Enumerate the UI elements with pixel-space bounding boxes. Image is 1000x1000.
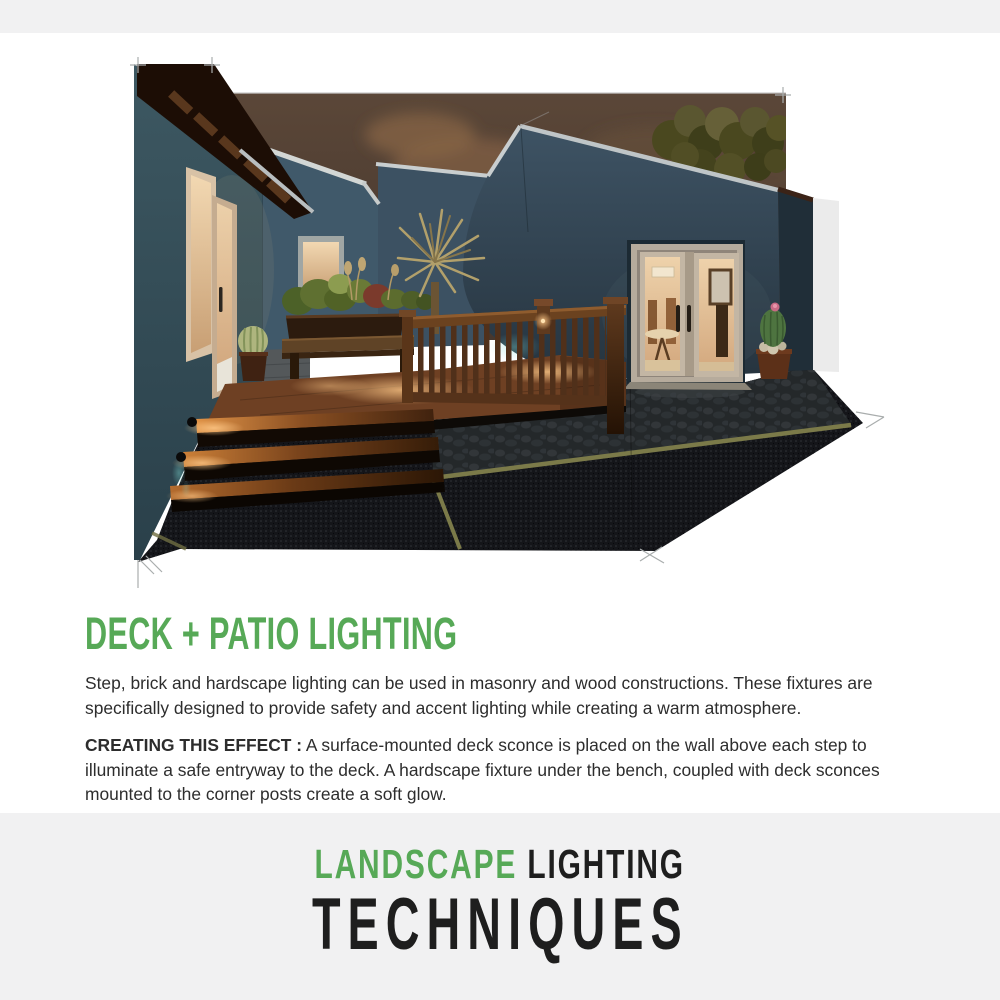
brand-primary: LANDSCAPE: [314, 841, 518, 887]
effect-text: A surface-mounted deck sconce is placed on the wall above each step to illuminate a safe entryway to the deck. A hardscape fixture under the bench, coupled with deck sconces mounted to the corner posts create a soft glow.: [85, 735, 880, 805]
post-sconce: [541, 319, 545, 323]
french-doors: [624, 240, 752, 390]
footer-brand-band: [0, 813, 1000, 1000]
step-sconce: [176, 452, 186, 462]
glass-door: [212, 195, 237, 399]
section-title: DECK + PATIO LIGHTING: [85, 608, 458, 659]
right-door: [694, 253, 739, 377]
threshold: [624, 382, 752, 390]
door-handle: [687, 305, 691, 332]
door-handle: [219, 287, 223, 312]
door-handle: [676, 305, 680, 332]
text-section: [85, 608, 929, 820]
rail-post: [402, 315, 413, 403]
light-panel: [813, 198, 839, 372]
brand-secondary: LIGHTING: [527, 841, 686, 887]
corner-post: [607, 302, 624, 434]
dining-table: [645, 329, 679, 339]
brand-line: [0, 813, 1000, 885]
effect-paragraph: [85, 733, 929, 807]
framed-picture: [710, 270, 731, 304]
section-paragraph: Step, brick and hardscape lighting can be used in masonry and wood constructions. These fixtures are specifically designed to provide safety and accent lighting while creating a warm atmosphere.: [85, 673, 873, 718]
bench-hardscape-glow: [290, 376, 370, 396]
lit-sidelight: [186, 167, 216, 362]
chair-silhouette: [716, 305, 728, 357]
brand-title-row: [0, 884, 1000, 965]
brand-title: TECHNIQUES: [311, 884, 689, 965]
step-light-glow: [166, 489, 218, 503]
potted-cactus-left: [238, 326, 268, 381]
step-sconce: [187, 417, 197, 427]
effect-label: CREATING THIS EFFECT :: [85, 735, 303, 756]
